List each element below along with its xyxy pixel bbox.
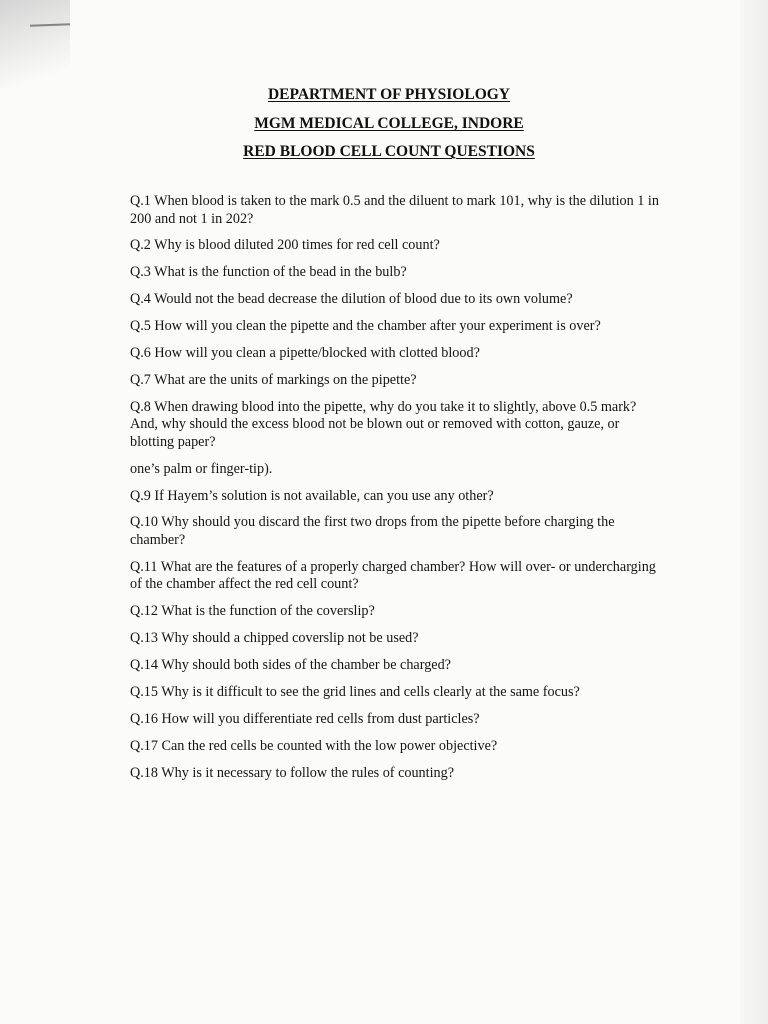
question-15: Q.15 Why is it difficult to see the grid lines and cells clearly at the same focus? <box>130 683 580 700</box>
question-8-fragment: one’s palm or finger-tip). <box>130 460 273 477</box>
question-3: Q.3 What is the function of the bead in the bulb? <box>130 264 407 281</box>
question-14: Q.14 Why should both sides of the chamber be charged? <box>130 656 451 673</box>
department-heading: DEPARTMENT OF PHYSIOLOGY <box>267 86 511 103</box>
question-5: Q.5 How will you clean the pipette and the chamber after your experiment is over? <box>130 318 601 335</box>
question-10: Q.10 Why should you discard the first two drops from the pipette before charging the chamber? <box>130 514 615 548</box>
question-1: Q.1 When blood is taken to the mark 0.5 and the diluent to mark 101, why is the dilution 1 in 200 and not 1 in 202? <box>130 193 659 227</box>
question-9: Q.9 If Hayem’s solution is not available, can you use any other? <box>130 487 494 504</box>
question-17: Q.17 Can the red cells be counted with the low power objective? <box>130 737 498 754</box>
question-11: Q.11 What are the features of a properly charged chamber? How will over- or undercharging of the chamber affect the red cell count? <box>130 558 656 593</box>
question-2: Q.2 Why is blood diluted 200 times for red cell count? <box>130 237 440 254</box>
document-title: RED BLOOD CELL COUNT QUESTIONS <box>243 143 535 160</box>
question-list <box>130 193 660 791</box>
question-13: Q.13 Why should a chipped coverslip not be used? <box>130 630 419 647</box>
question-12: Q.12 What is the function of the coverslip? <box>130 603 375 620</box>
question-18: Q.18 Why is it necessary to follow the rules of counting? <box>130 764 455 781</box>
college-heading: MGM MEDICAL COLLEGE, INDORE <box>254 115 524 132</box>
question-16: Q.16 How will you differentiate red cells from dust particles? <box>130 710 480 727</box>
question-8: Q.8 When drawing blood into the pipette, why do you take it to slightly, above 0.5 mark? And, why should the excess blood not be blown out or removed with cotton, gauze, or blotting paper? <box>130 398 637 450</box>
question-6: Q.6 How will you clean a pipette/blocked with clotted blood? <box>130 344 480 361</box>
question-7: Q.7 What are the units of markings on the pipette? <box>130 371 417 388</box>
question-4: Q.4 Would not the bead decrease the dilution of blood due to its own volume? <box>130 291 573 308</box>
